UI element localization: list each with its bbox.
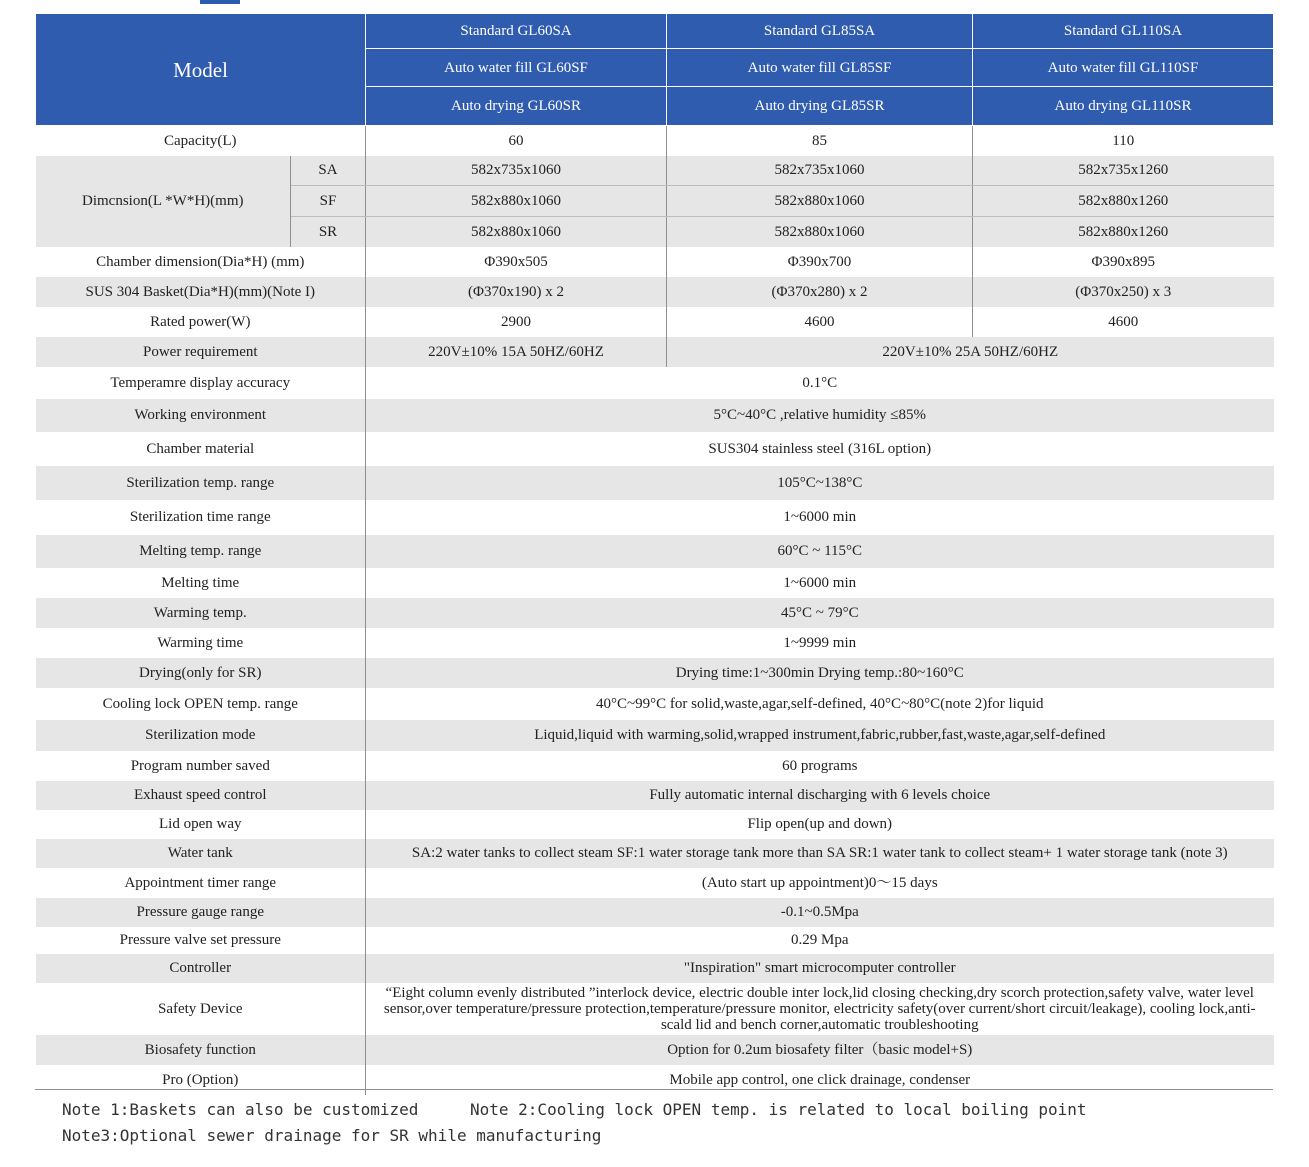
- note-2: Note 2:Cooling lock OPEN temp. is related to local boiling point: [470, 1100, 1087, 1119]
- title-fragment: [200, 0, 240, 4]
- row-value: 582x880x1260: [973, 186, 1274, 217]
- row-value: 582x735x1260: [973, 156, 1274, 186]
- row-label: Controller: [36, 954, 366, 983]
- row-value: 60: [366, 126, 667, 156]
- row-value: "Inspiration" smart microcomputer controller: [366, 954, 1274, 983]
- row-biosafety: [36, 1035, 1274, 1065]
- header-autofill-110: Auto water fill GL110SF: [973, 49, 1274, 87]
- row-cooling-lock: [36, 688, 1274, 720]
- row-label: Pressure valve set pressure: [36, 927, 366, 954]
- header-autodry-110: Auto drying GL110SR: [973, 87, 1274, 126]
- row-label: Pro (Option): [36, 1065, 366, 1095]
- row-label: Biosafety function: [36, 1035, 366, 1065]
- row-value: Mobile app control, one click drainage, condenser: [366, 1065, 1274, 1095]
- row-value: 0.1°C: [366, 367, 1274, 399]
- spec-table: [35, 13, 1274, 1095]
- row-value: 220V±10% 25A 50HZ/60HZ: [667, 337, 1274, 367]
- row-label: Melting temp. range: [36, 535, 366, 568]
- row-label: Water tank: [36, 839, 366, 868]
- header-standard-60: Standard GL60SA: [366, 14, 667, 49]
- row-lid-open: [36, 810, 1274, 839]
- row-value: 582x880x1060: [366, 217, 667, 247]
- row-value: Fully automatic internal discharging with 6 levels choice: [366, 781, 1274, 810]
- row-value: SA:2 water tanks to collect steam SF:1 water storage tank more than SA SR:1 water tank to collect steam+ 1 water storage tank (note 3): [366, 839, 1274, 868]
- row-safety-device: [36, 983, 1274, 1035]
- row-value: (Φ370x280) x 2: [667, 277, 973, 307]
- row-label: Exhaust speed control: [36, 781, 366, 810]
- row-value: 4600: [973, 307, 1274, 337]
- model-header: Model: [36, 14, 366, 126]
- row-label: Capacity(L): [36, 126, 366, 156]
- note-3: Note3:Optional sewer drainage for SR while manufacturing: [62, 1126, 602, 1145]
- row-program-number: [36, 751, 1274, 781]
- row-value: (Auto start up appointment)0〜15 days: [366, 868, 1274, 898]
- row-warming-temp: [36, 598, 1274, 628]
- row-temp-accuracy: [36, 367, 1274, 399]
- header-autodry-60: Auto drying GL60SR: [366, 87, 667, 126]
- row-value: 5°C~40°C ,relative humidity ≤85%: [366, 399, 1274, 432]
- row-power-requirement: [36, 337, 1274, 367]
- row-value: 1~6000 min: [366, 500, 1274, 535]
- row-value: Φ390x505: [366, 247, 667, 277]
- row-steril-time: [36, 500, 1274, 535]
- row-label: Lid open way: [36, 810, 366, 839]
- row-drying: [36, 658, 1274, 688]
- row-label: Sterilization temp. range: [36, 466, 366, 500]
- row-label: Program number saved: [36, 751, 366, 781]
- row-value: “Eight column evenly distributed ”interlock device, electric double inter lock,lid closing checking,dry scorch protection,safety valve, water level sensor,over temperature/pressure protection,temperature/pressure monitor, electricity safety(over current/short circuit/leakage), cooling lock,anti-scald lid and bench corner,automatic troubleshooting: [366, 983, 1274, 1035]
- row-value: Φ390x895: [973, 247, 1274, 277]
- row-value: 105°C~138°C: [366, 466, 1274, 500]
- row-dimension-sa: [36, 156, 1274, 186]
- row-label: Sterilization time range: [36, 500, 366, 535]
- row-value: 582x735x1060: [366, 156, 667, 186]
- row-value: 582x880x1060: [667, 217, 973, 247]
- row-label: Working environment: [36, 399, 366, 432]
- row-value: SUS304 stainless steel (316L option): [366, 432, 1274, 466]
- row-label: Appointment timer range: [36, 868, 366, 898]
- row-steril-temp: [36, 466, 1274, 500]
- row-pro-option: [36, 1065, 1274, 1095]
- row-working-env: [36, 399, 1274, 432]
- row-label: Sterilization mode: [36, 720, 366, 751]
- row-pressure-gauge: [36, 898, 1274, 927]
- row-water-tank: [36, 839, 1274, 868]
- dimension-sub-label: SF: [291, 186, 366, 217]
- dimension-sub-label: SR: [291, 217, 366, 247]
- row-value: Liquid,liquid with warming,solid,wrapped instrument,fabric,rubber,fast,waste,agar,self-defined: [366, 720, 1274, 751]
- row-value: 1~9999 min: [366, 628, 1274, 658]
- row-value: Drying time:1~300min Drying temp.:80~160°C: [366, 658, 1274, 688]
- row-value: 45°C ~ 79°C: [366, 598, 1274, 628]
- row-label: Cooling lock OPEN temp. range: [36, 688, 366, 720]
- header-autodry-85: Auto drying GL85SR: [667, 87, 973, 126]
- row-label: Rated power(W): [36, 307, 366, 337]
- dimension-sub-label: SA: [291, 156, 366, 186]
- row-value: 2900: [366, 307, 667, 337]
- header-autofill-85: Auto water fill GL85SF: [667, 49, 973, 87]
- row-warming-time: [36, 628, 1274, 658]
- row-label: SUS 304 Basket(Dia*H)(mm)(Note I): [36, 277, 366, 307]
- row-value: 582x880x1060: [366, 186, 667, 217]
- row-label: Chamber dimension(Dia*H) (mm): [36, 247, 366, 277]
- row-value: 110: [973, 126, 1274, 156]
- row-label: Temperamre display accuracy: [36, 367, 366, 399]
- table-bottom-border: [35, 1089, 1273, 1090]
- row-value: Φ390x700: [667, 247, 973, 277]
- row-melting-time: [36, 568, 1274, 598]
- row-label: Safety Device: [36, 983, 366, 1035]
- row-basket: [36, 277, 1274, 307]
- row-value: 1~6000 min: [366, 568, 1274, 598]
- row-value: Flip open(up and down): [366, 810, 1274, 839]
- note-1: Note 1:Baskets can also be customized: [62, 1100, 419, 1119]
- row-value: 582x735x1060: [667, 156, 973, 186]
- row-label: Warming time: [36, 628, 366, 658]
- header-standard-110: Standard GL110SA: [973, 14, 1274, 49]
- row-value: (Φ370x250) x 3: [973, 277, 1274, 307]
- row-value: -0.1~0.5Mpa: [366, 898, 1274, 927]
- row-value: 60°C ~ 115°C: [366, 535, 1274, 568]
- row-label: Chamber material: [36, 432, 366, 466]
- row-controller: [36, 954, 1274, 983]
- row-label: Power requirement: [36, 337, 366, 367]
- row-exhaust-speed: [36, 781, 1274, 810]
- row-value: 582x880x1060: [667, 186, 973, 217]
- row-value: 0.29 Mpa: [366, 927, 1274, 954]
- row-value: Option for 0.2um biosafety filter（basic model+S): [366, 1035, 1274, 1065]
- row-chamber-material: [36, 432, 1274, 466]
- row-value: 4600: [667, 307, 973, 337]
- row-rated-power: [36, 307, 1274, 337]
- row-value: 60 programs: [366, 751, 1274, 781]
- row-value: 582x880x1260: [973, 217, 1274, 247]
- row-steril-mode: [36, 720, 1274, 751]
- row-value: 40°C~99°C for solid,waste,agar,self-defined, 40°C~80°C(note 2)for liquid: [366, 688, 1274, 720]
- header-autofill-60: Auto water fill GL60SF: [366, 49, 667, 87]
- row-label: Pressure gauge range: [36, 898, 366, 927]
- row-label: Warming temp.: [36, 598, 366, 628]
- row-pressure-valve: [36, 927, 1274, 954]
- row-value: 220V±10% 15A 50HZ/60HZ: [366, 337, 667, 367]
- row-melting-temp: [36, 535, 1274, 568]
- row-capacity: [36, 126, 1274, 156]
- row-label: Dimcnsion(L *W*H)(mm): [36, 156, 291, 247]
- row-label: Melting time: [36, 568, 366, 598]
- row-chamber-dimension: [36, 247, 1274, 277]
- row-value: 85: [667, 126, 973, 156]
- row-label: Drying(only for SR): [36, 658, 366, 688]
- row-appointment-timer: [36, 868, 1274, 898]
- row-value: (Φ370x190) x 2: [366, 277, 667, 307]
- header-standard-85: Standard GL85SA: [667, 14, 973, 49]
- header-row-standard: [36, 14, 1274, 49]
